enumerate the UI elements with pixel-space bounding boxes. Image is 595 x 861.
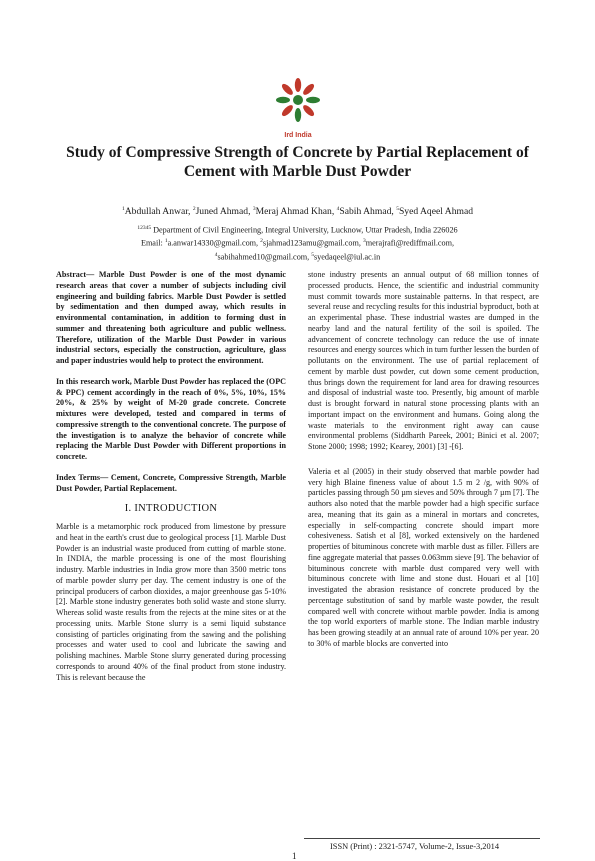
author-name: Sabih Ahmad, [339, 206, 394, 218]
author-name: Abdullah Anwar, [124, 206, 191, 218]
section-heading-introduction: I. INTRODUCTION [124, 503, 218, 515]
left-column [56, 270, 286, 683]
author-number: 1 [121, 206, 125, 212]
index-terms: Index Terms— Cement, Concrete, Compressive Strength, Marble Dust Powder, Partial Replacement. [56, 472, 286, 493]
email-number: 3 [362, 238, 366, 245]
affiliation-line [40, 223, 555, 236]
email-address[interactable]: sabihahmed10@gmail.com, [217, 252, 312, 262]
issn-footer: ISSN (Print) : 2321-5747, Volume-2, Issue-3,2014 [330, 842, 500, 851]
introduction-paragraph: Marble is a metamorphic rock produced from limestone by pressure and heat in the earth's crust due to geological process [1]. Marble Dust Powder is an industrial waste produced from cutting of marble stone. In INDIA, the marble processing is one of the most flourishing industry. Marble industries in India grow more than 3500 metric tons of marble powder slurry per day. The cement industry is one of the principal producers of carbon dioxides, a major greenhouse gas 5-10% [2]. Marble stone industry generates both solid waste and stone slurry. Whereas solid waste results from the rejects at the mine sites or at the processing units. Marble Stone slurry is a semi liquid substance consisting of particles originating from the sawing and the polishing processes and water used to cool and lubricate the sawing and polishing machines. Marble Stone slurry generated during processing corresponds to around 40% of the final product from stone industry. This is relevant because the [56, 522, 286, 682]
right-column [308, 270, 539, 650]
email-label: Email: [140, 239, 163, 249]
author-name: Meraj Ahmad Khan, [255, 206, 335, 218]
email-address[interactable]: a.anwar14330@gmail.com, [167, 239, 261, 249]
ird-india-logo-icon [270, 74, 326, 134]
author-number: 5 [396, 206, 399, 212]
email-number: 2 [260, 238, 263, 245]
body-paragraph-2: Valeria et al (2005) in their study observed that marble powder had very high Blaine fineness value of about 1.5 m 2 /g, with 90% of particles passing through 50 µm sieves and 50% through 7 µm [7]. The authors also noted that the marble powder had a high specific surface area, meaning that its gain as a mineral in mortars and concretes, especially in self-compacting concrete should impart more cohesiveness. Satish et al [8], worked extensively on the hardened properties of bituminous concrete with marble dust as filler. Fillers are fine aggregate material that passes 0.063mm sieve [9]. The behavior of bituminous concrete with marble dust compared very well with bituminous concrete with lime and stone dust. Houari et al [10] investigated the abrasion resistance of concrete produced by the percentage substitution of sand by marble waste powder, the result compared well with concrete without marble powder. India is among the top world exporters of marble stone. The Indian marble industry has been growing steadily at an annual rate of around 10% per year. 20 to 30% of marble blocks are converted into [308, 466, 539, 648]
affiliation-text: Department of Civil Engineering, Integral University, Lucknow, Uttar Pradesh, India 226026 [153, 225, 458, 235]
author-name: Juned Ahmad, [195, 206, 251, 218]
logo-wordmark: Ird India [284, 132, 312, 139]
author-number: 4 [336, 206, 340, 212]
email-number: 1 [164, 238, 168, 245]
email-address[interactable]: merajrafi@rediffmail.com, [365, 239, 455, 249]
body-paragraph-1: stone industry presents an annual output of 68 million tonnes of processed products. Hence, the scientific and industrial community must commit towards more sustainable patterns. In that respect, are several reuse and recycling results for this industrial byproduct, both at an experimental phase. These industrial wastes are dumped in the nearby land and the natural fertility of the soil is spoiled. The advancement of concrete technology can reduce the use of innate resources and energy sources which in turn further lessen the burden of pollutants on the environment. The use of partial replacement of cement by marble dust powder, cut down some cement production, thus brings down the requirement for land area for drawing resources and disposal of industrial waste too. Presently, big amount of marble dust is brought forward in natural stone processing plants with an important impact on the environment and humans. Going along the waste materials to the environment right away can cause environmental problems (Siddharth Pareek, 2001; Binici et al. 2007; Stone 2000; 1998; 1992; Kearey, 2001) [3] -[6]. [308, 270, 539, 451]
email-line-2 [40, 250, 555, 263]
author-name: Syed Aqeel Ahmad [398, 206, 474, 218]
email-number: 4 [214, 251, 218, 258]
abstract-paragraph-1: Abstract— Marble Dust Powder is one of the most dynamic research areas that cover a number of subjects including civil engineering and building fabrics. Marble Dust Powder is settled by sedimentation and then dumped away, which results in environmental contamination, in addition to forming dust in summer and threatening both agriculture and public wellness. Therefore, utilization of the Marble Dust Powder in various industrial sectors, especially the construction, agriculture, glass and paper industries would help to protect the environment. [56, 270, 286, 365]
abstract-paragraph-2: In this research work, Marble Dust Powder has replaced the (OPC & PPC) cement accordingly in the reach of 0%, 5%, 10%, 15% 20%, & 25% by weight of M-20 grade concrete. Concrete mixtures were developed, tested and compared in terms of compressive strength to the conventional concrete. The purpose of the investigation is to analyze the behavior of concrete while replacing the Marble Dust Powder with Different proportions in concrete. [56, 376, 286, 461]
author-list [40, 203, 555, 218]
email-address[interactable]: sjahmad123amu@gmail.com, [262, 239, 363, 249]
footer-rule [304, 838, 540, 839]
email-number: 5 [311, 251, 314, 258]
email-line-1 [40, 236, 555, 249]
affiliation-number: 12345 [137, 225, 152, 231]
email-address[interactable]: syedaqeel@iul.ac.in [314, 252, 381, 262]
author-number: 2 [192, 206, 196, 212]
affiliation-block [40, 223, 555, 263]
author-number: 3 [252, 206, 256, 212]
page-number: 1 [292, 851, 297, 861]
paper-title: Study of Compressive Strength of Concrete by Partial Replacement of Cement with Marble Dust Powder [66, 144, 529, 180]
